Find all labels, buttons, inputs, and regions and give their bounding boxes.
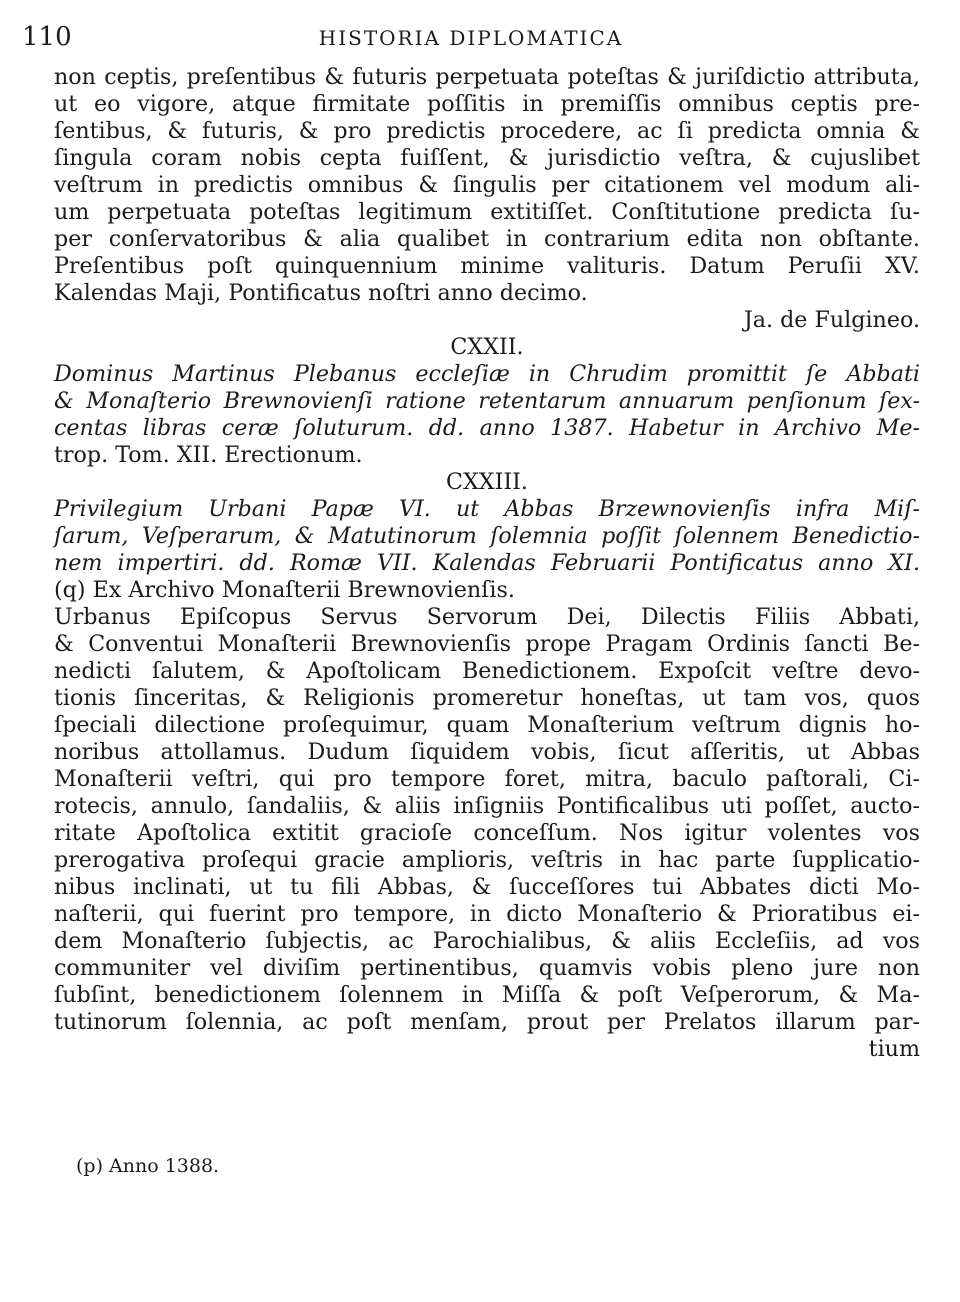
text-line: Preſentibus poſt quinquennium minime valituris. Datum Peruſii XV. — [54, 253, 920, 279]
text-line: ſpeciali dilectione proſequimur, quam Monaſterium veſtrum dignis ho- — [54, 712, 920, 738]
text-line: ut eo vigore, atque firmitate poſſitis in premiſſis omnibus ceptis pre- — [54, 91, 920, 117]
text-line: centas libras ceræ ſoluturum. dd. anno 1387. Habetur in Archivo Me- — [54, 415, 920, 441]
text-line: nem impertiri. dd. Romæ VII. Kalendas Februarii Pontificatus anno XI. — [54, 550, 920, 576]
text-line: um perpetuata poteſtas legitimum extitiſſet. Conſtitutione predicta ſu- — [54, 199, 920, 225]
text-line: per conſervatoribus & alia qualibet in contrarium edita non obſtante. — [54, 226, 920, 252]
text-line: tionis ſinceritas, & Religionis promeretur honeſtas, ut tam vos, quos — [54, 685, 920, 711]
text-line: & Monaſterio Brewnovienſi ratione retentarum annuarum penſionum ſex- — [54, 388, 920, 414]
running-title: HISTORIA DIPLOMATICA — [318, 26, 624, 50]
text-line: & Conventui Monaſterii Brewnovienſis prope Pragam Ordinis ſancti Be- — [54, 631, 920, 657]
text-line: Privilegium Urbani Papæ VI. ut Abbas Brzewnovienſis infra Miſ- — [54, 496, 920, 522]
text-line: ſingula coram nobis cepta fuiſſent, & jurisdictio veſtra, & cujuslibet — [54, 145, 920, 171]
text-line: Monaſterii veſtri, qui pro tempore foret, mitra, baculo paſtorali, Ci- — [54, 766, 920, 792]
text-line: tutinorum ſolennia, ac poſt menſam, prout per Prelatos illarum par- — [54, 1009, 920, 1035]
text-line: Kalendas Maji, Pontificatus noſtri anno decimo. — [54, 280, 588, 306]
text-line: nibus inclinati, ut tu fili Abbas, & ſucceſſores tui Abbates dicti Mo- — [54, 874, 920, 900]
text-line: (q) Ex Archivo Monaſterii Brewnovienſis. — [54, 577, 515, 603]
text-line: nedicti ſalutem, & Apoſtolicam Benedictionem. Expoſcit veſtre devo- — [54, 658, 920, 684]
text-line: Dominus Martinus Plebanus eccleſiæ in Chrudim promittit ſe Abbati — [54, 361, 920, 387]
text-line: ſarum, Veſperarum, & Matutinorum ſolemnia poſſit ſolennem Benedictio- — [54, 523, 920, 549]
text-line: rotecis, annulo, ſandaliis, & aliis inſigniis Pontificalibus uti poſſet, aucto- — [54, 793, 920, 819]
text-line: noribus attollamus. Dudum ſiquidem vobis, ſicut aſſeritis, ut Abbas — [54, 739, 920, 765]
body-text — [54, 64, 920, 1063]
text-line: dem Monaſterio ſubjectis, ac Parochialibus, & aliis Eccleſiis, ad vos — [54, 928, 920, 954]
text-line: communiter vel diviſim pertinentibus, quamvis vobis pleno jure non — [54, 955, 920, 981]
text-line: tium — [868, 1036, 920, 1062]
footnote: (p) Anno 1388. — [76, 1155, 220, 1177]
text-line: ritate Apoſtolica extitit gracioſe conceſſum. Nos igitur volentes vos — [54, 820, 920, 846]
text-line: trop. Tom. XII. Erectionum. — [54, 442, 363, 468]
signature-line: Ja. de Fulgineo. — [743, 307, 920, 333]
page-number: 110 — [22, 22, 72, 52]
text-line: non ceptis, preſentibus & futuris perpetuata poteſtas & juriſdictio attributa, — [54, 64, 920, 90]
page-header — [22, 22, 920, 62]
text-line: naſterii, qui fuerint pro tempore, in dicto Monaſterio & Prioratibus ei- — [54, 901, 920, 927]
text-line: ſubſint, benedictionem ſolennem in Miſſa & poſt Veſperorum, & Ma- — [54, 982, 920, 1008]
section-heading: CXXIII. — [446, 469, 528, 495]
text-line: veſtrum in predictis omnibus & ſingulis per citationem vel modum ali- — [54, 172, 920, 198]
text-line: prerogativa proſequi gracie amplioris, veſtris in hac parte ſupplicatio- — [54, 847, 920, 873]
text-line: Urbanus Epiſcopus Servus Servorum Dei, Dilectis Filiis Abbati, — [54, 604, 920, 630]
section-heading: CXXII. — [450, 334, 524, 360]
text-line: ſentibus, & futuris, & pro predictis procedere, ac ſi predicta omnia & — [54, 118, 920, 144]
